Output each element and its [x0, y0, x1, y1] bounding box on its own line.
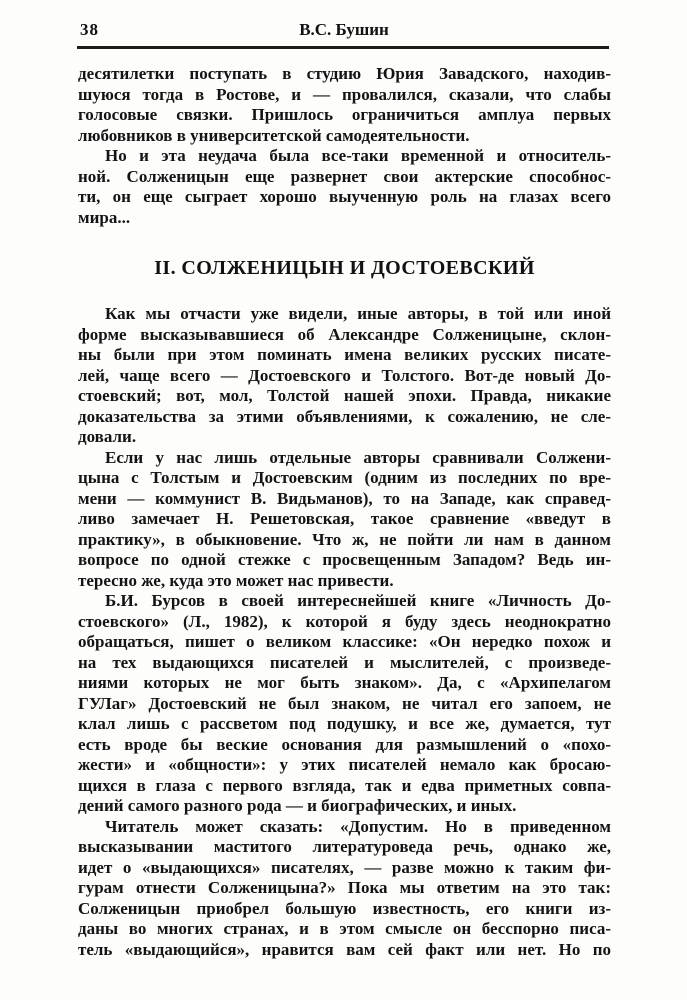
text-line: голосовые связки. Пришлось ограничиться амплуа первых	[78, 105, 611, 124]
page-header	[78, 20, 610, 42]
page-content	[78, 64, 611, 960]
text-line: тель «выдающийся», нравится вам сей факт или нет. Но по	[78, 939, 611, 959]
text-line: мени — коммунист В. Видьманов), то на Западе, как справед-	[78, 488, 611, 508]
text-line: обращаться, пишет о великом классике: «Он нередко похож и	[78, 632, 611, 651]
page-number: 38	[80, 20, 99, 39]
text-line: довали.	[78, 427, 137, 446]
text-line: стоевского» (Л., 1982), к которой я буду здесь неоднократно	[78, 611, 611, 631]
text-line: лей, чаще всего — Достоевского и Толстого. Вот-де новый До-	[78, 365, 611, 385]
text-line: идет о «выдающихся» писателях, — разве можно к таким фи-	[78, 857, 611, 877]
text-line: ливо замечает Н. Решетовская, такое сравнение «введут в	[78, 509, 611, 528]
text-line: доказательства за этими объявлениями, к сожалению, не сле-	[78, 406, 611, 426]
text-line: дений самого разного рода — и биографических, и иных.	[78, 796, 517, 815]
paragraph-6	[78, 817, 611, 961]
text-line: практику», в обыкновение. Что ж, не пойти ли нам в данном	[78, 529, 611, 549]
text-line: ГУЛаг» Достоевский не был знаком, не читал его запоем, не	[78, 693, 611, 713]
paragraph-2	[78, 146, 611, 228]
text-line: жести» и «общности»: у этих писателей немало как бросаю-	[78, 755, 611, 774]
text-line: шуюся тогда в Ростове, и — провалился, сказали, что слабы	[78, 84, 611, 104]
text-line: Но и эта неудача была все-таки временной и относитель-	[105, 146, 611, 165]
header-rule	[77, 46, 609, 49]
text-line: ти, он еще сыграет хорошо выученную роль на глазах всего	[78, 187, 611, 206]
text-line: тересно же, куда это может нас привести.	[78, 570, 394, 590]
paragraph-5	[78, 591, 611, 817]
text-line: десятилетки поступать в студию Юрия Завадского, находив-	[78, 64, 611, 83]
text-line: мира...	[78, 207, 131, 227]
text-line: ной. Солженицын еще развернет свои актерские способнос-	[78, 166, 611, 186]
paragraph-3	[78, 304, 611, 448]
text-line: Солженицын приобрел большую известность, его книги из-	[78, 898, 611, 918]
text-line: ны были при этом поминать имена великих русских писате-	[78, 345, 611, 364]
text-line: форме высказывавшиеся об Александре Солженицыне, склон-	[78, 324, 611, 344]
text-line: гурам отнести Солженицына?» Пока мы ответим на это так:	[78, 878, 611, 897]
text-line: стоевский; вот, мол, Толстой нашей эпохи. Правда, никакие	[78, 386, 611, 405]
text-line: Если у нас лишь отдельные авторы сравнивали Солжени-	[105, 447, 611, 467]
text-line: высказывании маститого литературоведа речь, однако же,	[78, 837, 611, 856]
text-line: Б.И. Бурсов в своей интереснейшей книге «Личность До-	[105, 591, 611, 610]
text-line: даны во многих странах, и в этом смысле он бесспорно писа-	[78, 919, 611, 938]
paragraph-4	[78, 448, 611, 592]
running-title: В.С. Бушин	[299, 20, 389, 39]
text-line: есть вроде бы веские основания для размышлений о «похо-	[78, 734, 611, 754]
paragraph-1	[78, 64, 611, 146]
section-heading: II. СОЛЖЕНИЦЫН И ДОСТОЕВСКИЙ	[154, 257, 535, 279]
text-line: щихся в глаза с первого взгляда, так и едва приметных совпа-	[78, 775, 611, 795]
text-line: вопросе по одной стежке с просвещенным Западом? Ведь ин-	[78, 550, 611, 569]
text-line: цына с Толстым и Достоевским (одним из последних по вре-	[78, 468, 611, 487]
text-line: клал лишь с рассветом под подушку, и все же, думается, тут	[78, 714, 611, 733]
text-line: Читатель может сказать: «Допустим. Но в приведенном	[105, 816, 611, 836]
text-line: любовников в университетской самодеятельности.	[78, 125, 470, 145]
text-line: Как мы отчасти уже видели, иные авторы, в той или иной	[105, 304, 611, 323]
text-line: на тех выдающихся писателей и мыслителей, с произведе-	[78, 652, 611, 672]
text-line: ниями которых не мог быть знаком». Да, с «Архипелагом	[78, 673, 611, 692]
